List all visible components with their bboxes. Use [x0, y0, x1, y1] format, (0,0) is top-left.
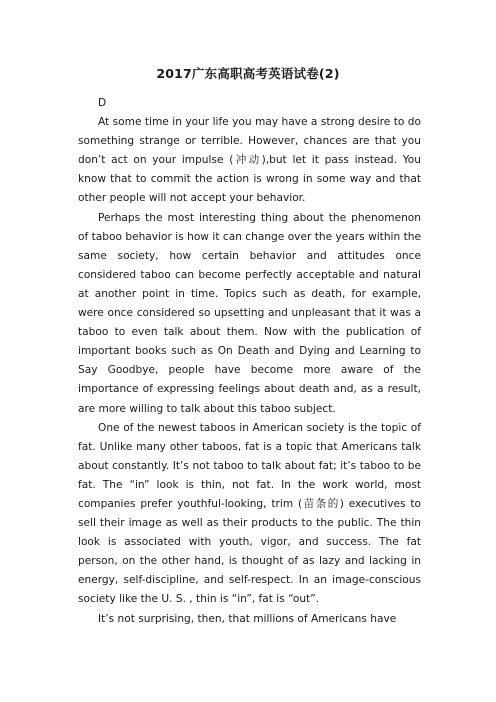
paragraph-3: One of the newest taboos in American society is the topic of fat. Unlike many other taboos, fat is a topic that Americans talk about constantly. It’s not taboo to talk about fat; it’s taboo to be fat. The “in” look is thin, not fat. In the work world, most companies prefer youthful-looking, trim (苗条的) executives to sell their image as well as their products to the public. The thin look is associated with youth, vigor, and success. The fat person, on the other hand, is thought of as lazy and lacking in energy, self-discipline, and self-respect. In an image-conscious society like the U. S. , thin is “in”, fat is “out”. [78, 421, 421, 606]
paragraph-4: It’s not surprising, then, that millions of Americans have [98, 612, 397, 625]
paragraph-2: Perhaps the most interesting thing about the phenomenon of taboo behavior is how it can change over the years within the same society, how certain behavior and attitudes once considered taboo can become perfectly acceptable and natural at another point in time. Topics such as death, for example, were once considered so upsetting and unpleasant that it was a taboo to even talk about them. Now with the publication of important books such as On Death and Dying and Learning to Say Goodbye, people have become more aware of the importance of expressing feelings about death and, as a result, are more willing to talk about this taboo subject. [78, 211, 421, 415]
document-title: 2017广东高职高考英语试卷(2) [156, 66, 340, 81]
section-letter: D [98, 97, 107, 109]
paragraph-1: At some time in your life you may have a strong desire to do something strange or terrible. However, chances are that you don’t act on your impulse (冲动),but let it pass instead. You know that to commit the action is wrong in some way and that other people will not accept your behavior. [78, 116, 421, 205]
document-body [78, 94, 421, 629]
